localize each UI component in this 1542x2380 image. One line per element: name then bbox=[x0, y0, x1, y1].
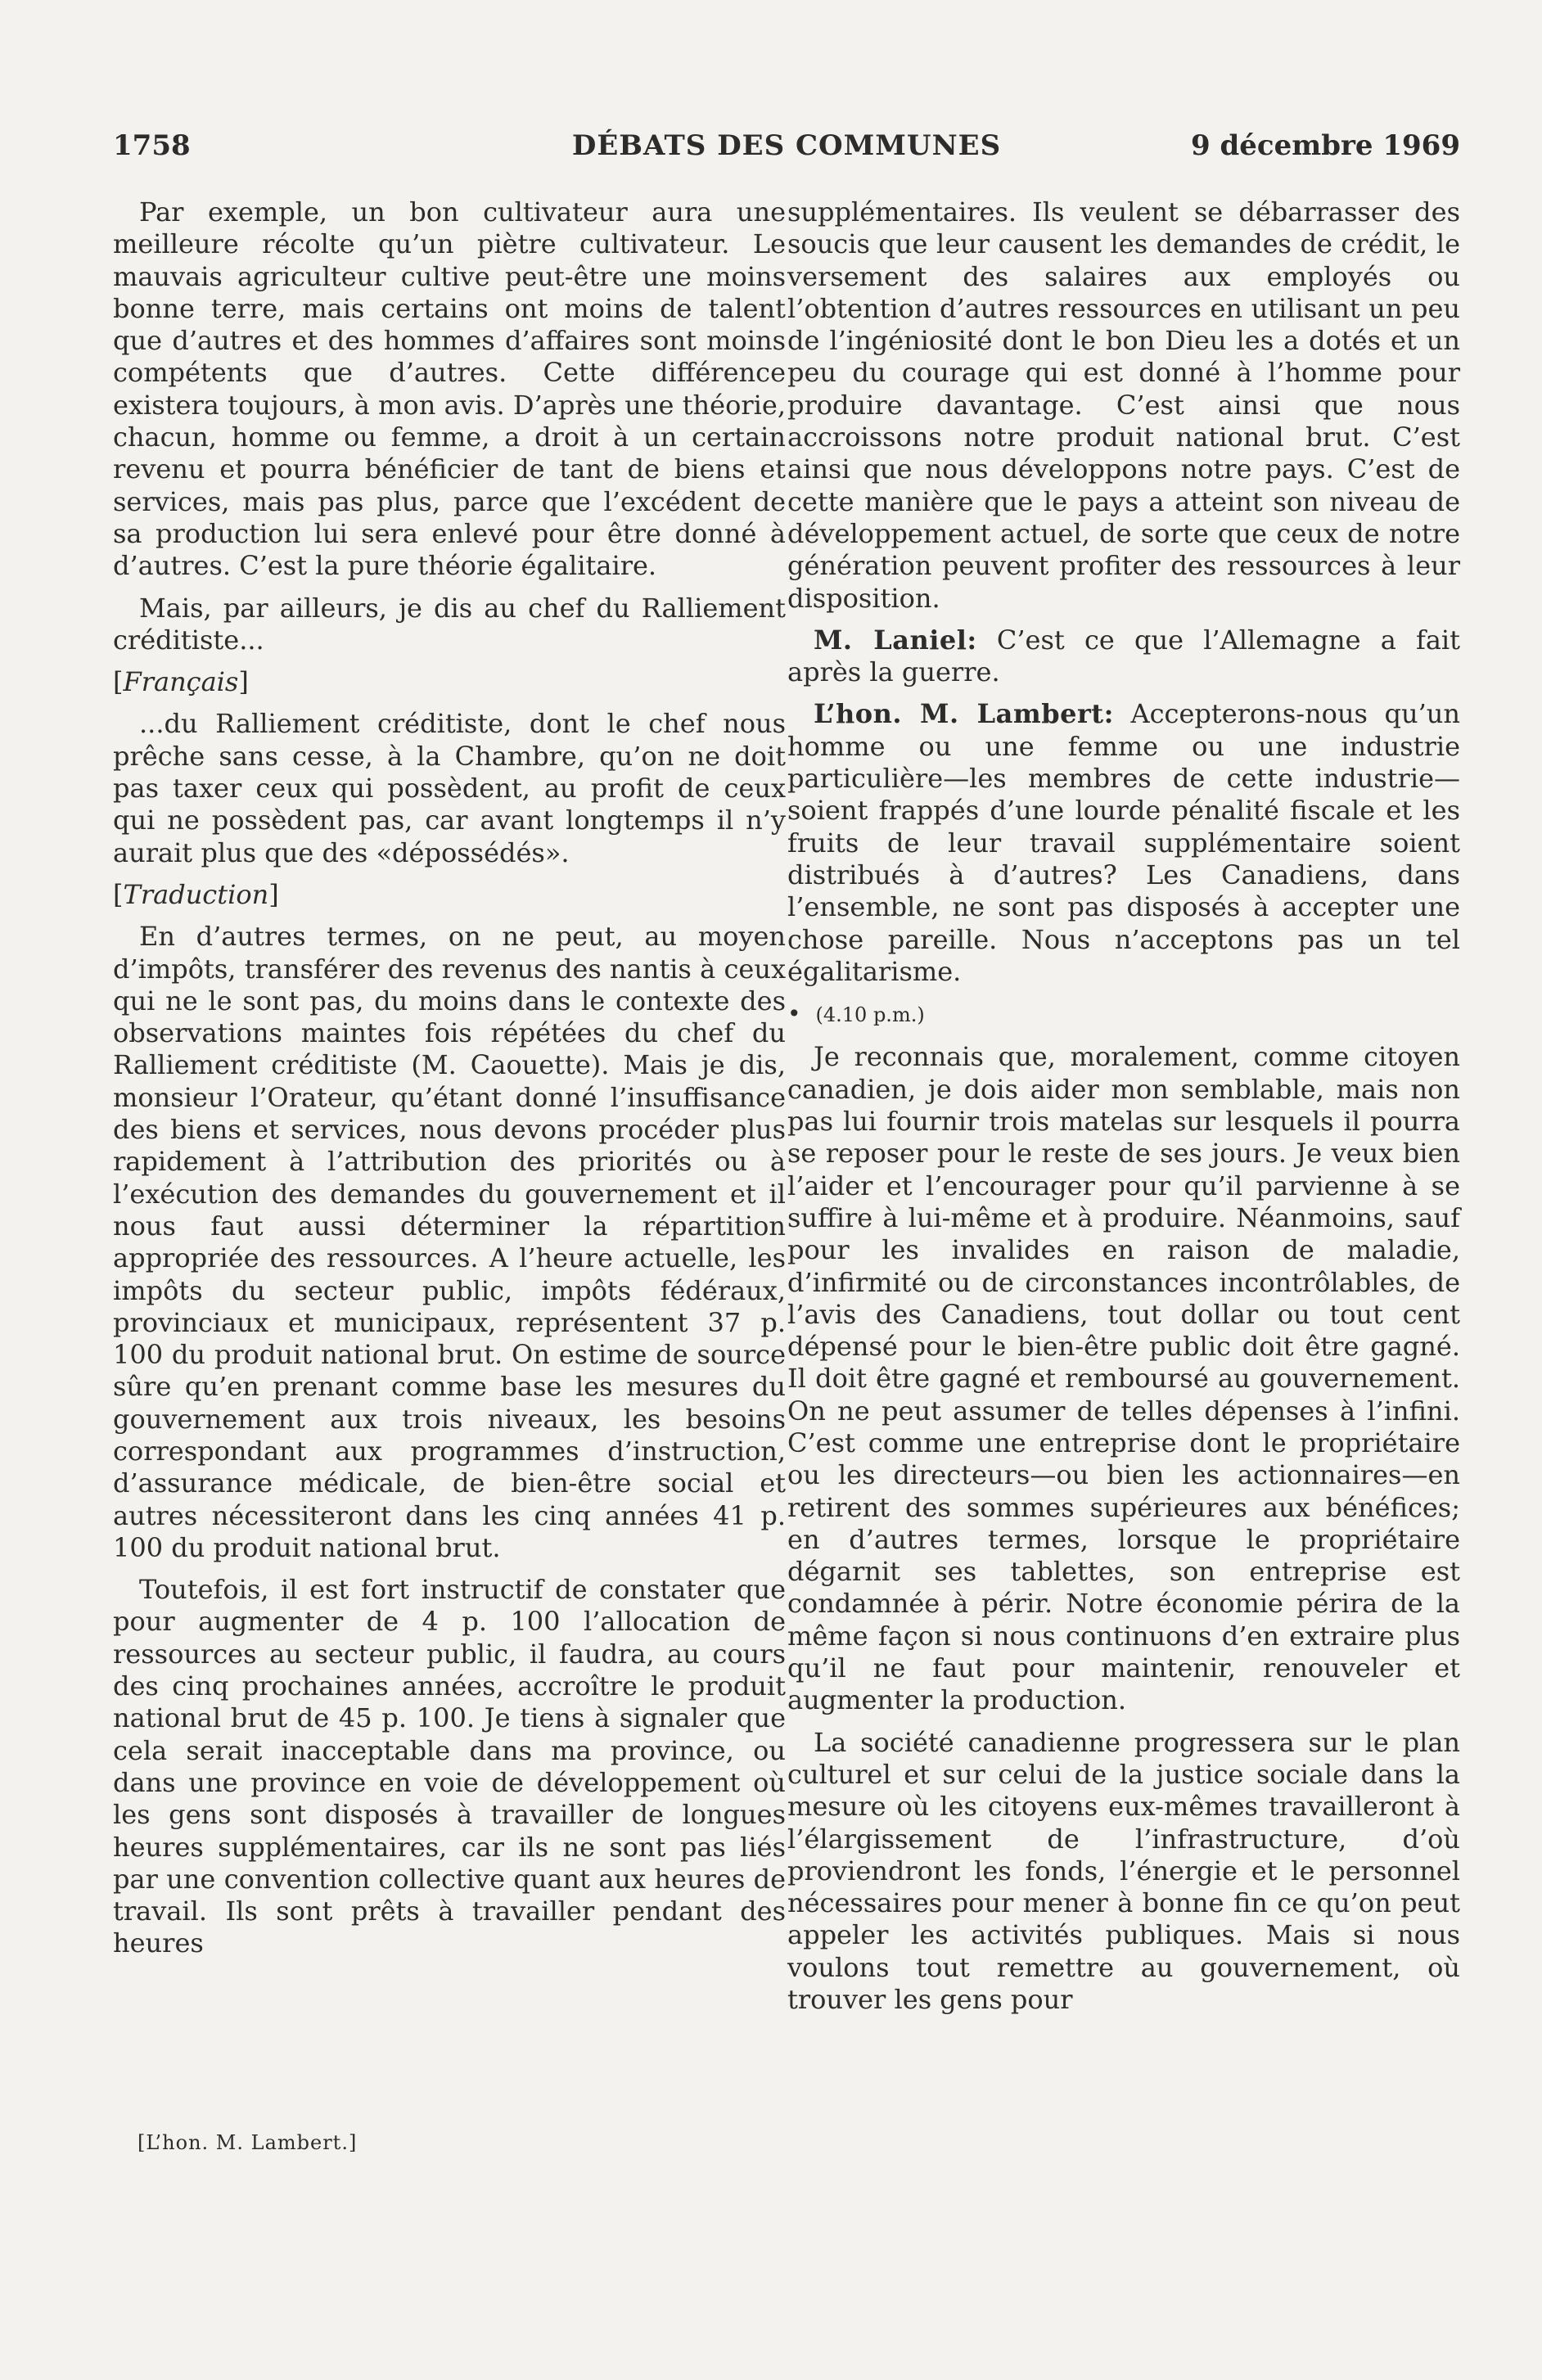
paragraph: La société canadienne progressera sur le plan culturel et sur celui de la justice sociale dans la mesure où les citoyens eux-mêmes travailleront à l’élargissement de l’infrastructure, d’où proviendront les fonds, l’énergie et le personnel nécessaires pour mener à bonne fin ce qu’on peut appeler les activités publiques. Mais si nous voulons tout remettre au gouvernement, où trouver les gens pour bbox=[787, 1726, 1460, 2016]
section-heading-francais: [Français] bbox=[113, 666, 249, 698]
speaker-name: M. Laniel: bbox=[814, 624, 977, 656]
paragraph: supplémentaires. Ils veulent se débarrasser des soucis que leur causent les demandes de crédit, le versement des salaires aux employés ou l’obtention d’autres ressources en utilisant un peu de l’ingéniosité dont le bon Dieu les a dotés et un peu du courage qui est donné à l’homme pour produire davantage. C’est ainsi que nous accroissons notre produit national brut. C’est ainsi que nous développons notre pays. C’est de cette manière que le pays a atteint son niveau de développement actuel, de sorte que ceux de notre génération peuvent profiter des ressources à leur disposition. bbox=[787, 196, 1460, 614]
speech-laniel: M. Laniel: C’est ce que l’Allemagne a fait après la guerre. bbox=[787, 624, 1461, 688]
paragraph: Toutefois, il est fort instructif de constater que pour augmenter de 4 p. 100 l’allocation de ressources au secteur public, il faudra, au cours des cinq prochaines années, accroître le produit national brut de 45 p. 100. Je tiens à signaler que cela serait inacceptable dans ma province, ou dans une province en voie de développement où les gens sont disposés à travailler de longues heures supplémentaires, car ils ne sont pas liés par une convention collective quant aux heures de travail. Ils sont prêts à travailler pendant des heures bbox=[113, 1574, 786, 1959]
paragraph: Mais, par ailleurs, je dis au chef du Ralliement créditiste... bbox=[113, 592, 786, 656]
paragraph: Je reconnais que, moralement, comme citoyen canadien, je dois aider mon semblable, mais non pas lui fournir trois matelas sur lesquels il pourra se reposer pour le reste de ses jours. Je veux bien l’aider et l’encourager pour qu’il parvienne à se suffire à lui-même et à produire. Néanmoins, sauf pour les invalides en raison de maladie, d’infirmité ou de circonstances incontrôlables, de l’avis des Canadiens, tout dollar ou tout cent dépensé pour le bien-être public doit être gagné. Il doit être gagné et remboursé au gouvernement. On ne peut assumer de telles dépenses à l’infini. C’est comme une entreprise dont le propriétaire ou les directeurs—ou bien les actionnaires—en retirent des sommes supérieures aux bénéfices; en d’autres termes, lorsque le propriétaire dégarnit ses tablettes, son entreprise est condamnée à périr. Notre économie périra de la même façon si nous continuons d’en extraire plus qu’il ne faut pour maintenir, renouveler et augmenter la production. bbox=[787, 1041, 1460, 1716]
publication-date: 9 décembre 1969 bbox=[1191, 129, 1460, 162]
paragraph: ...du Ralliement créditiste, dont le chef nous prêche sans cesse, à la Chambre, qu’on ne doit pas taxer ceux qui possèdent, au profit de ceux qui ne possèdent pas, car avant longtemps il n’y aurait plus que des «dépossédés». bbox=[113, 708, 786, 868]
page-number: 1758 bbox=[113, 129, 191, 162]
bullet-icon: • bbox=[787, 1000, 801, 1028]
speaker-name: L’hon. M. Lambert: bbox=[814, 698, 1114, 730]
paragraph: Par exemple, un bon cultivateur aura une meilleure récolte qu’un piètre cultivateur. Le mauvais agriculteur cultive peut-être une moins bonne terre, mais certains ont moins de talent que d’autres et des hommes d’affaires sont moins compétents que d’autres. Cette différence existera toujours, à mon avis. D’après une théorie, chacun, homme ou femme, a droit à un certain revenu et pourra bénéficier de tant de biens et services, mais pas plus, parce que l’excédent de sa production lui sera enlevé pour être donné à d’autres. C’est la pure théorie égalitaire. bbox=[113, 196, 786, 582]
section-heading-traduction: [Traduction] bbox=[113, 878, 279, 910]
speech-lambert: L’hon. M. Lambert: Accepterons-nous qu’un homme ou une femme ou une industrie particulière—les membres de cette industrie—soient frappés d’une lourde pénalité fiscale et les fruits de leur travail supplémentaire soient distribués à d’autres? Les Canadiens, dans l’ensemble, ne sont pas disposés à accepter une chose pareille. Nous n’acceptons pas un tel égalitarisme. bbox=[787, 698, 1461, 987]
page-header bbox=[113, 129, 1460, 170]
timestamp: • (4.10 p.m.) bbox=[787, 1000, 925, 1028]
right-column bbox=[787, 196, 1460, 2026]
speaker-attribution: [L’hon. M. Lambert.] bbox=[138, 2131, 358, 2154]
publication-title: DÉBATS DES COMMUNES bbox=[571, 129, 1002, 162]
paragraph: En d’autres termes, on ne peut, au moyen d’impôts, transférer des revenus des nantis à ceux qui ne le sont pas, du moins dans le contexte des observations maintes fois répétées du chef du Ralliement créditiste (M. Caouette). Mais je dis, monsieur l’Orateur, qu’étant donné l’insuffisance des biens et services, nous devons procéder plus rapidement à l’attribution des priorités ou à l’exécution des demandes du gouvernement et il nous faut aussi déterminer la répartition appropriée des ressources. A l’heure actuelle, les impôts du secteur public, impôts fédéraux, provinciaux et municipaux, représentent 37 p. 100 du produit national brut. On estime de source sûre qu’en prenant comme base les mesures du gouvernement aux trois niveaux, les besoins correspondant aux programmes d’instruction, d’assurance médicale, de bien-être social et autres nécessiteront dans les cinq années 41 p. 100 du produit national brut. bbox=[113, 921, 786, 1563]
left-column bbox=[113, 196, 786, 1970]
